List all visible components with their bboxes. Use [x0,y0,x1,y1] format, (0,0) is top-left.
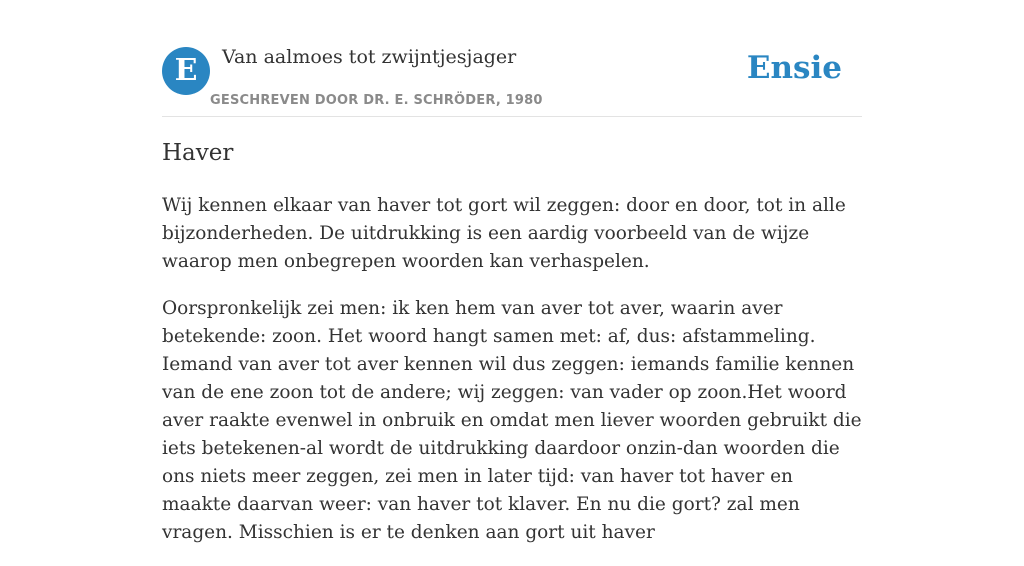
author-byline: GESCHREVEN DOOR DR. E. SCHRÖDER, 1980 [210,93,543,108]
entry-content [162,192,862,566]
book-title-link[interactable]: Van aalmoes tot zwijntjesjager [222,46,517,68]
paragraph-2: Oorspronkelijk zei men: ik ken hem van aver tot aver, waarin aver betekende: zoon. Het woord hangt samen met: af, dus: afstammeling. Iemand van aver tot aver kennen wil dus zeggen: iemands familie kennen van de ene zoon tot de andere; wij zeggen: van vader op zoon.Het woord aver raakte evenwel in onbruik en omdat men liever woorden gebruikt die iets betekenen-al wordt de uitdrukking daardoor onzin-dan woorden die ons niets meer zeggen, zei men in later tijd: van haver tot haver en maakte daarvan weer: van haver tot klaver. En nu die gort? zal men vragen. Misschien is er te denken aan gort uit haver [162,298,862,543]
ensie-logo-icon[interactable]: E [162,47,210,95]
ensie-brand-link[interactable]: Ensie [746,50,842,86]
paragraph-1: Wij kennen elkaar van haver tot gort wil zeggen: door en door, tot in alle bijzonderheden. De uitdrukking is een aardig voorbeeld van de wijze waarop men onbegrepen woorden kan verhaspelen. [162,195,846,272]
entry-title: Haver [162,140,234,166]
header [162,0,862,117]
page [162,0,862,543]
